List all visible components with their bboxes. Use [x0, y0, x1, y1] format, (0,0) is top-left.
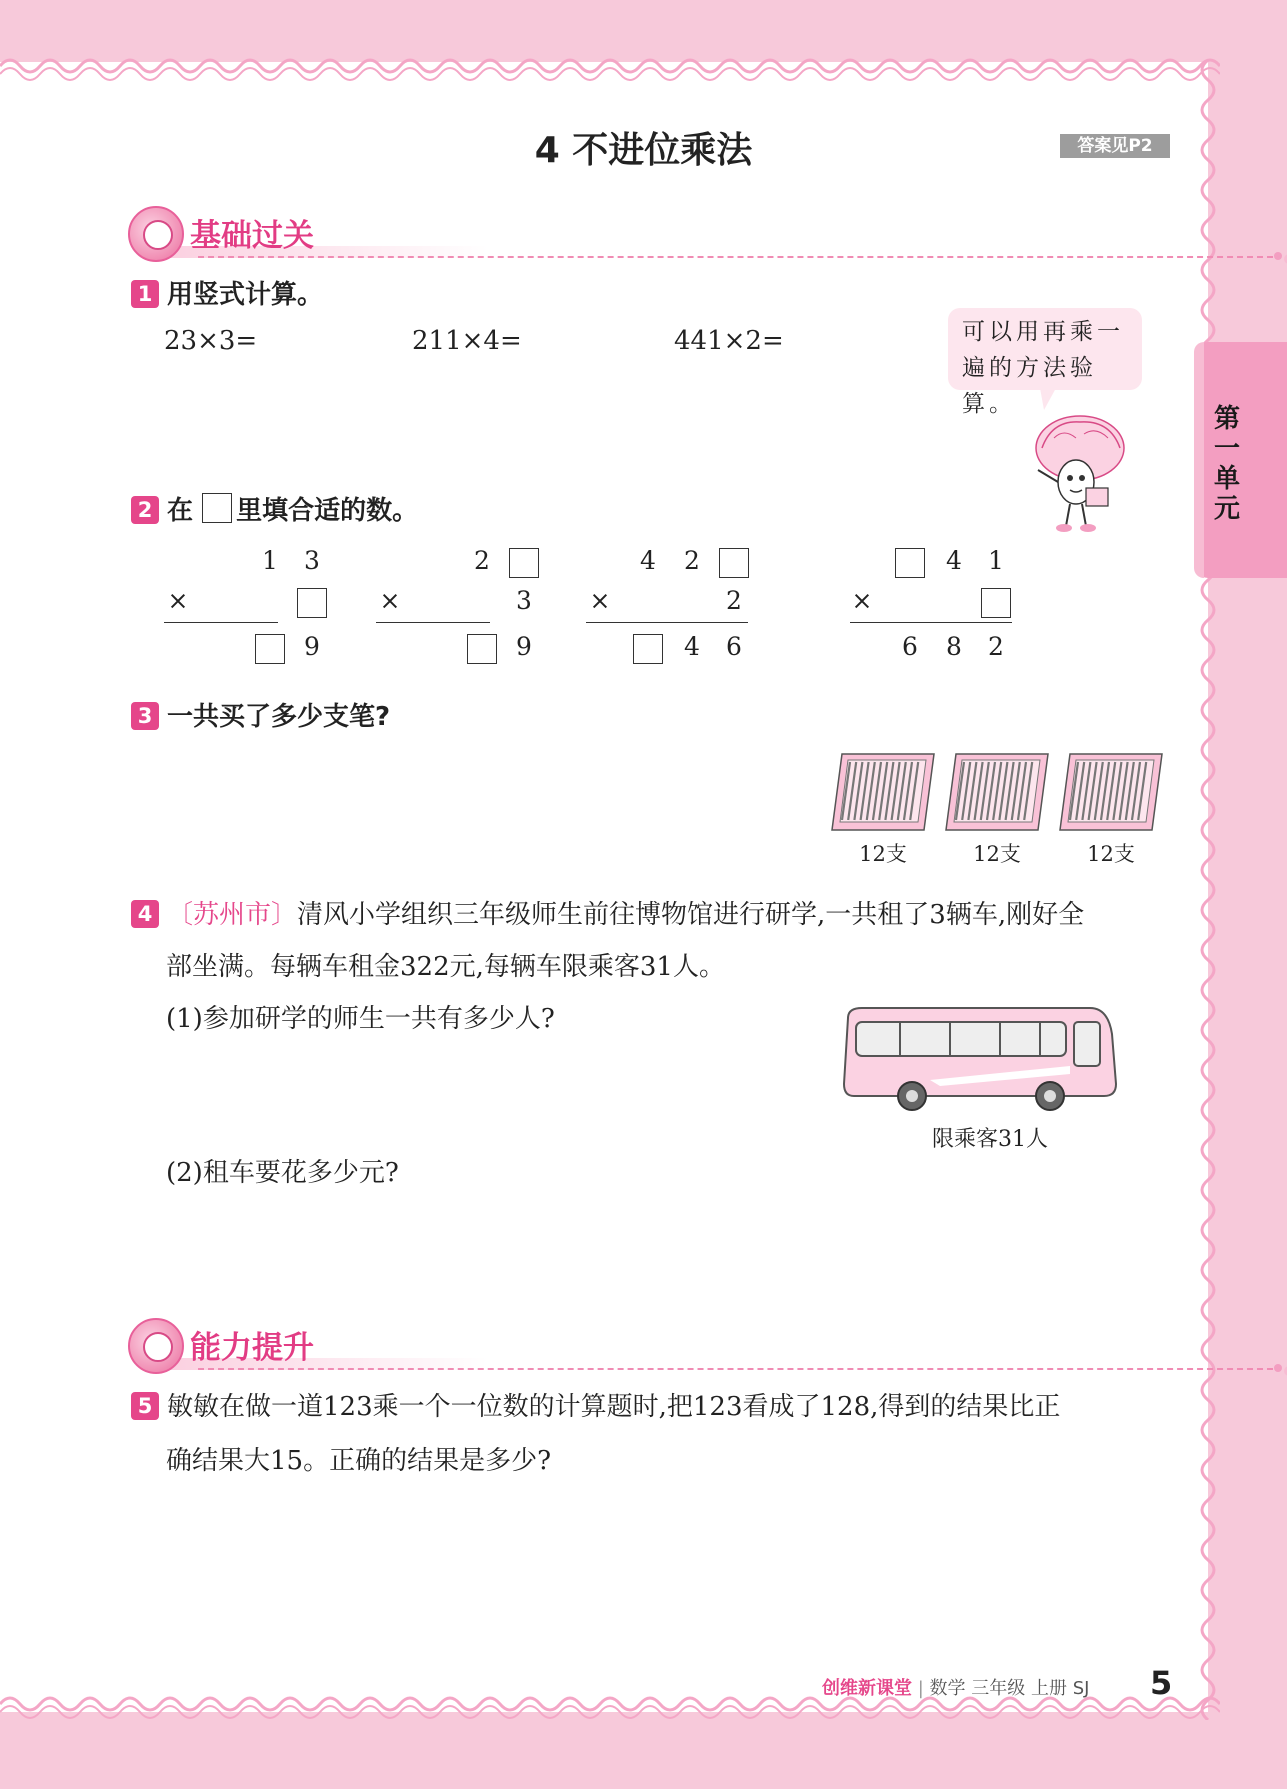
question-text-after: 里填合适的数。 [236, 496, 419, 526]
digit: 3 [304, 546, 320, 575]
hint-text: 可以用再乘一遍的方法验算。 [962, 319, 1124, 417]
digit: 8 [946, 632, 962, 661]
digit-blank [294, 584, 330, 618]
dots-icon [1273, 1358, 1287, 1378]
digit: 2 [684, 546, 700, 575]
digit-blank [506, 544, 542, 578]
question-1 [131, 274, 323, 311]
footer-info [822, 1674, 1089, 1700]
digit: 1 [988, 546, 1004, 575]
question-line-2: 部坐满。每辆车租金322元,每辆车限乘客31人。 [166, 952, 725, 982]
digit: 6 [902, 632, 918, 661]
sub-question-2: (2)租车要花多少元? [166, 1158, 399, 1188]
digit: 4 [640, 546, 656, 575]
answer-box[interactable] [255, 634, 285, 664]
page-number: 5 [1150, 1664, 1173, 1702]
sub-question-1: (1)参加研学的师生一共有多少人? [166, 1004, 555, 1034]
times-sign: × [167, 586, 189, 615]
answer-box[interactable] [895, 548, 925, 578]
digit-blank [716, 544, 752, 578]
question-number: 4 [131, 900, 159, 928]
mascot-badge-icon [128, 206, 184, 262]
calc-item-2: 211×4= [412, 326, 522, 356]
question-5 [131, 1386, 1191, 1423]
footer-book-info: 数学 三年级 上册 SJ [929, 1678, 1090, 1699]
calc-rule-line [376, 622, 490, 623]
answer-box[interactable] [633, 634, 663, 664]
unit-side-tab[interactable] [1194, 342, 1287, 578]
answer-box[interactable] [719, 548, 749, 578]
digit: 2 [988, 632, 1004, 661]
digit-blank [630, 630, 666, 664]
answer-box[interactable] [467, 634, 497, 664]
calc-rule-line [164, 622, 278, 623]
digit: 4 [946, 546, 962, 575]
unit-tab-label [1194, 404, 1260, 524]
question-text-before: 在 [167, 496, 194, 526]
answer-box-icon [202, 493, 232, 523]
hint-speech-bubble [948, 308, 1142, 417]
footer-separator: | [917, 1678, 924, 1699]
question-number: 2 [131, 496, 159, 524]
calc-item-3: 441×2= [674, 326, 784, 356]
pen-box-icon [1056, 750, 1166, 840]
pen-count-label: 12支 [973, 842, 1021, 866]
section-header-basic [128, 206, 1287, 266]
digit-blank [978, 584, 1014, 618]
answer-reference: 答案见P2 [1060, 134, 1170, 158]
digit: 1 [262, 546, 278, 575]
unit-tab-text: 第一单元 [1213, 404, 1240, 524]
question-line-2: 确结果大15。正确的结果是多少? [166, 1446, 552, 1476]
digit: 2 [474, 546, 490, 575]
question-number: 5 [131, 1392, 159, 1420]
digit-blank [252, 630, 288, 664]
answer-box[interactable] [297, 588, 327, 618]
times-sign: × [851, 586, 873, 615]
digit: 6 [726, 632, 742, 661]
pen-box-icon [942, 750, 1052, 840]
calc-rule-line [586, 622, 748, 623]
calc-rule-line [850, 622, 1012, 623]
question-text: 一共买了多少支笔? [167, 702, 391, 732]
times-sign: × [379, 586, 401, 615]
footer-brand: 创维新课堂 [822, 1678, 912, 1699]
pen-box-icon [828, 750, 938, 840]
times-sign: × [589, 586, 611, 615]
digit-blank [892, 544, 928, 578]
cabbage-mascot-icon [1024, 408, 1130, 536]
bus-label: 限乘客31人 [932, 1127, 1048, 1152]
page-title: 4 不进位乘法 [534, 130, 753, 171]
question-4 [131, 894, 1181, 931]
question-2 [131, 490, 418, 527]
vertical-multiplication-1 [164, 544, 334, 674]
section-title: 能力提升 [190, 1330, 314, 1366]
bus-icon [840, 1004, 1120, 1116]
question-line-1: 清风小学组织三年级师生前往博物馆进行研学,一共租了3辆车,刚好全 [297, 900, 1085, 930]
pen-count-label: 12支 [1087, 842, 1135, 866]
question-3 [131, 696, 390, 733]
digit: 9 [304, 632, 320, 661]
section-divider [198, 1368, 1273, 1370]
question-number: 1 [131, 280, 159, 308]
vertical-multiplication-2 [376, 544, 546, 674]
question-number: 3 [131, 702, 159, 730]
dots-icon [1273, 246, 1287, 266]
calc-item-1: 23×3= [164, 326, 258, 356]
question-line-1: 敏敏在做一道123乘一个一位数的计算题时,把123看成了128,得到的结果比正 [167, 1392, 1061, 1422]
digit: 9 [516, 632, 532, 661]
question-text: 用竖式计算。 [167, 280, 324, 310]
pen-count-label: 12支 [859, 842, 907, 866]
section-divider [198, 256, 1273, 258]
section-title: 基础过关 [190, 218, 314, 254]
digit: 2 [726, 586, 742, 615]
answer-box[interactable] [981, 588, 1011, 618]
digit: 4 [684, 632, 700, 661]
mascot-badge-icon [128, 1318, 184, 1374]
speech-tail-icon [1040, 388, 1056, 410]
digit-blank [464, 630, 500, 664]
section-header-advanced [128, 1318, 1287, 1378]
vertical-multiplication-4 [848, 544, 1018, 674]
vertical-multiplication-3 [586, 544, 756, 674]
answer-box[interactable] [509, 548, 539, 578]
source-city: 〔苏州市〕 [167, 900, 298, 930]
digit: 3 [516, 586, 532, 615]
